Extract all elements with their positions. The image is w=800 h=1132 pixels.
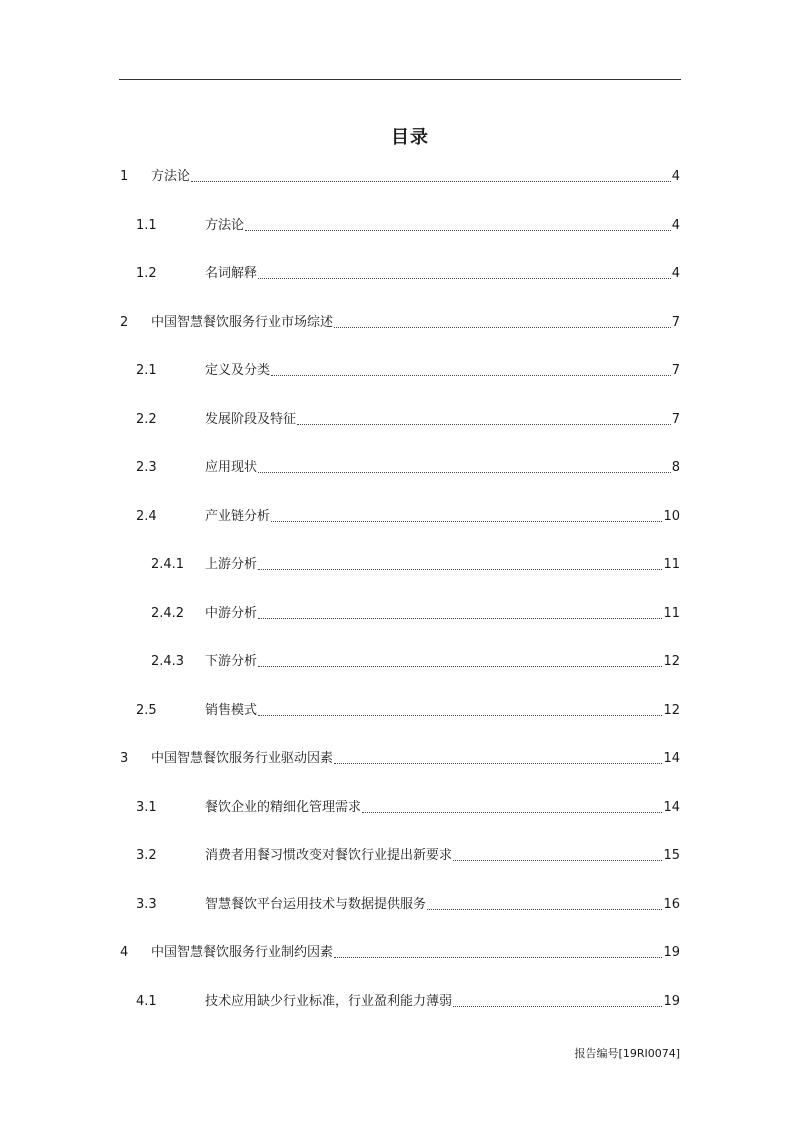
toc-entry-page: 12	[663, 703, 680, 718]
toc-entry-title: 销售模式	[205, 703, 258, 718]
toc-entry-number: 2.4.1	[151, 557, 185, 572]
toc-dot-leader	[453, 859, 662, 861]
toc-entry-title: 应用现状	[205, 460, 258, 475]
toc-dot-leader	[271, 374, 671, 376]
toc-entry-number: 2.4.3	[151, 654, 185, 669]
toc-entry-page: 19	[663, 945, 680, 960]
toc-entry[interactable]	[151, 604, 680, 624]
toc-entry-page: 14	[663, 800, 680, 815]
toc-entry-title: 中国智慧餐饮服务行业驱动因素	[151, 751, 334, 766]
toc-entry[interactable]	[136, 895, 680, 915]
toc-dot-leader	[258, 714, 662, 716]
toc-entry-number: 1	[120, 169, 129, 184]
toc-entry[interactable]	[120, 167, 680, 187]
toc-entry[interactable]	[151, 555, 680, 575]
toc-entry-number: 3	[120, 751, 129, 766]
toc-entry-title: 技术应用缺少行业标准，行业盈利能力薄弱	[205, 994, 453, 1009]
toc-dot-leader	[427, 908, 662, 910]
toc-entry-page: 15	[663, 848, 680, 863]
toc-entry-number: 2	[120, 315, 129, 330]
toc-dot-leader	[271, 520, 662, 522]
toc-entry-title: 中国智慧餐饮服务行业市场综述	[151, 315, 334, 330]
toc-title: 目录	[391, 127, 429, 148]
toc-entry-title: 中国智慧餐饮服务行业制约因素	[151, 945, 334, 960]
toc-entry[interactable]	[136, 216, 680, 236]
toc-entry-number: 2.5	[136, 703, 157, 718]
report-code: 报告编号[19RI0074]	[574, 1047, 680, 1060]
toc-entry-title: 餐饮企业的精细化管理需求	[205, 800, 362, 815]
toc-entry-page: 4	[671, 169, 680, 184]
toc-dot-leader	[191, 180, 671, 182]
toc-dot-leader	[334, 956, 662, 958]
toc-dot-leader	[258, 665, 662, 667]
toc-entry-page: 14	[663, 751, 680, 766]
toc-dot-leader	[334, 326, 671, 328]
toc-entry-title: 产业链分析	[205, 509, 271, 524]
toc-entry-number: 1.2	[136, 266, 157, 281]
toc-entry[interactable]	[136, 798, 680, 818]
toc-entry[interactable]	[136, 846, 680, 866]
toc-entry[interactable]	[151, 652, 680, 672]
toc-entry-page: 11	[663, 606, 680, 621]
toc-dot-leader	[453, 1005, 662, 1007]
toc-entry-number: 4.1	[136, 994, 157, 1009]
toc-entry-number: 2.3	[136, 460, 157, 475]
toc-entry-page: 7	[671, 412, 680, 427]
toc-dot-leader	[258, 471, 671, 473]
toc-dot-leader	[258, 277, 671, 279]
toc-entry[interactable]	[136, 992, 680, 1012]
toc-dot-leader	[258, 568, 662, 570]
toc-dot-leader	[297, 423, 671, 425]
toc-entry-page: 8	[671, 460, 680, 475]
toc-entry-page: 19	[663, 994, 680, 1009]
toc-dot-leader	[334, 762, 662, 764]
toc-entry-page: 11	[663, 557, 680, 572]
toc-entry-title: 上游分析	[205, 557, 258, 572]
toc-entry-title: 方法论	[205, 218, 245, 233]
toc-entry-page: 4	[671, 266, 680, 281]
toc-dot-leader	[362, 811, 662, 813]
toc-dot-leader	[258, 617, 662, 619]
toc-entry-page: 4	[671, 218, 680, 233]
toc-entry[interactable]	[120, 313, 680, 333]
toc-entry-page: 7	[671, 315, 680, 330]
toc-entry-number: 1.1	[136, 218, 157, 233]
header-rule	[119, 79, 681, 80]
toc-entry[interactable]	[136, 361, 680, 381]
toc-entry-page: 7	[671, 363, 680, 378]
toc-entry-page: 10	[663, 509, 680, 524]
toc-entry-number: 3.2	[136, 848, 157, 863]
toc-entry[interactable]	[120, 749, 680, 769]
toc-entry-number: 2.4.2	[151, 606, 185, 621]
toc-entry[interactable]	[136, 507, 680, 527]
toc-entry-title: 智慧餐饮平台运用技术与数据提供服务	[205, 897, 427, 912]
toc-entry[interactable]	[136, 410, 680, 430]
toc-entry-number: 4	[120, 945, 129, 960]
toc-entry-page: 12	[663, 654, 680, 669]
toc-entry-title: 发展阶段及特征	[205, 412, 297, 427]
toc-entry-title: 方法论	[151, 169, 191, 184]
toc-entry-title: 中游分析	[205, 606, 258, 621]
toc-dot-leader	[245, 229, 671, 231]
toc-entry-title: 消费者用餐习惯改变对餐饮行业提出新要求	[205, 848, 453, 863]
toc-entry-number: 2.2	[136, 412, 157, 427]
toc-entry[interactable]	[136, 458, 680, 478]
toc-entry-number: 3.3	[136, 897, 157, 912]
toc-entry-title: 定义及分类	[205, 363, 271, 378]
toc-entry-number: 2.1	[136, 363, 157, 378]
toc-entry-title: 下游分析	[205, 654, 258, 669]
toc-entry-page: 16	[663, 897, 680, 912]
toc-entry[interactable]	[136, 264, 680, 284]
toc-entry-number: 2.4	[136, 509, 157, 524]
toc-entry-title: 名词解释	[205, 266, 258, 281]
toc-entry[interactable]	[136, 701, 680, 721]
toc-entry[interactable]	[120, 943, 680, 963]
toc-entry-number: 3.1	[136, 800, 157, 815]
